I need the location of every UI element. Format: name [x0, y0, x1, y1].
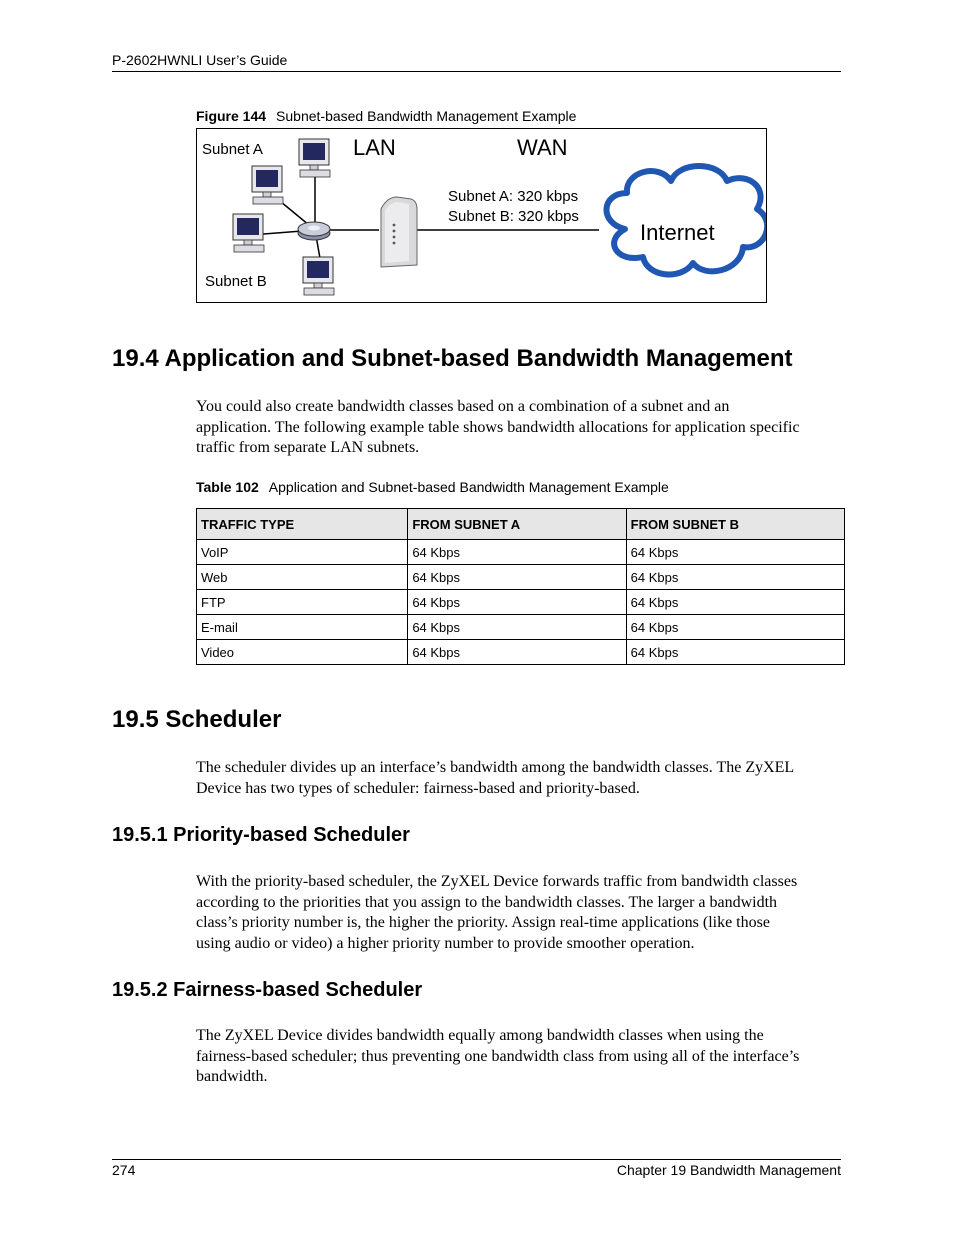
subnet-b-cell: 64 Kbps: [626, 540, 844, 565]
paragraph-line: The scheduler divides up an interface’s bandwidth among the bandwidth classes. The ZyXEL: [196, 759, 795, 776]
paragraph-line: With the priority-based scheduler, the ZyXEL Device forwards traffic from bandwidth classes: [196, 873, 798, 890]
table-caption: [196, 479, 669, 495]
subnet-a-rate-label: Subnet A: 320 kbps: [448, 188, 579, 205]
traffic-type-cell: FTP: [197, 590, 408, 615]
section-19-5-2-paragraph: [196, 1026, 844, 1088]
internet-label: Internet: [640, 220, 715, 245]
subnet-b-rate-label: Subnet B: 320 kbps: [448, 208, 579, 225]
column-header-traffic-type: TRAFFIC TYPE: [197, 509, 408, 540]
table-row: [197, 615, 845, 640]
table-header-row: [197, 509, 845, 540]
paragraph-line: Device has two types of scheduler: fairness-based and priority-based.: [196, 779, 640, 797]
column-header-from-subnet-b: FROM SUBNET B: [626, 509, 844, 540]
subnet-b-cell: 64 Kbps: [626, 590, 844, 615]
subnet-a-cell: 64 Kbps: [408, 565, 626, 590]
figure-label: Figure 144: [196, 108, 267, 124]
subnet-b-cell: 64 Kbps: [626, 615, 844, 640]
paragraph-line: according to the priorities that you assign to the bandwidth classes. The larger a bandwidth: [196, 893, 778, 911]
paragraph-line: using audio or video) a higher priority number to provide smoother operation.: [196, 934, 695, 952]
page-number: 274: [112, 1162, 136, 1178]
subnet-b-cell: 64 Kbps: [626, 565, 844, 590]
section-19-5-1-heading: 19.5.1 Priority-based Scheduler: [112, 824, 410, 846]
computer-icon: [303, 257, 334, 295]
traffic-type-cell: VoIP: [197, 540, 408, 565]
paragraph-line: application. The following example table shows bandwidth allocations for application specific: [196, 418, 800, 436]
computer-icon: [299, 139, 330, 177]
wan-label: WAN: [517, 135, 568, 160]
table-label: Table 102: [196, 479, 259, 495]
router-icon: [381, 197, 417, 267]
table-row: [197, 565, 845, 590]
running-header: P-2602HWNLI User’s Guide: [112, 52, 288, 68]
lan-label: LAN: [353, 135, 396, 160]
paragraph-line: fairness-based scheduler; thus preventing one bandwidth class from using all of the interface’s: [196, 1047, 800, 1065]
chapter-title: Chapter 19 Bandwidth Management: [616, 1162, 841, 1178]
footer-rule: [112, 1159, 841, 1160]
computer-icon: [252, 166, 283, 204]
table-row: [197, 590, 845, 615]
computer-icon: [233, 214, 264, 252]
subnet-a-cell: 64 Kbps: [408, 540, 626, 565]
section-19-4-heading: 19.4 Application and Subnet-based Bandwidth Management: [112, 345, 793, 372]
paragraph-line: bandwidth.: [196, 1068, 268, 1085]
figure-caption: [196, 108, 576, 124]
section-19-5-heading: 19.5 Scheduler: [112, 706, 282, 733]
paragraph-line: The ZyXEL Device divides bandwidth equally among bandwidth classes when using the: [196, 1027, 764, 1044]
bandwidth-table: [196, 508, 845, 665]
network-diagram: [196, 128, 767, 303]
subnet-b-label: Subnet B: [205, 273, 267, 290]
section-19-5-2-heading: 19.5.2 Fairness-based Scheduler: [112, 979, 423, 1001]
subnet-a-cell: 64 Kbps: [408, 590, 626, 615]
subnet-b-cell: 64 Kbps: [626, 640, 844, 665]
section-19-4-paragraph: [196, 397, 844, 459]
paragraph-line: traffic from separate LAN subnets.: [196, 439, 420, 456]
traffic-type-cell: E-mail: [197, 615, 408, 640]
table-row: [197, 540, 845, 565]
header-rule: [112, 71, 841, 72]
paragraph-line: You could also create bandwidth classes based on a combination of a subnet and an: [196, 398, 730, 415]
table-row: [197, 640, 845, 665]
figure-caption-text: Subnet-based Bandwidth Management Example: [276, 108, 577, 124]
network-diagram-svg: [197, 129, 766, 302]
section-19-5-1-paragraph: [196, 872, 844, 954]
hub-icon: [298, 222, 330, 240]
traffic-type-cell: Web: [197, 565, 408, 590]
subnet-a-cell: 64 Kbps: [408, 615, 626, 640]
table-caption-text: Application and Subnet-based Bandwidth Management Example: [268, 479, 669, 495]
subnet-a-cell: 64 Kbps: [408, 640, 626, 665]
traffic-type-cell: Video: [197, 640, 408, 665]
paragraph-line: class’s priority number is, the higher the priority. Assign real-time applications (like those: [196, 914, 770, 931]
subnet-a-label: Subnet A: [202, 141, 263, 158]
section-19-5-paragraph: [196, 758, 844, 799]
column-header-from-subnet-a: FROM SUBNET A: [408, 509, 626, 540]
